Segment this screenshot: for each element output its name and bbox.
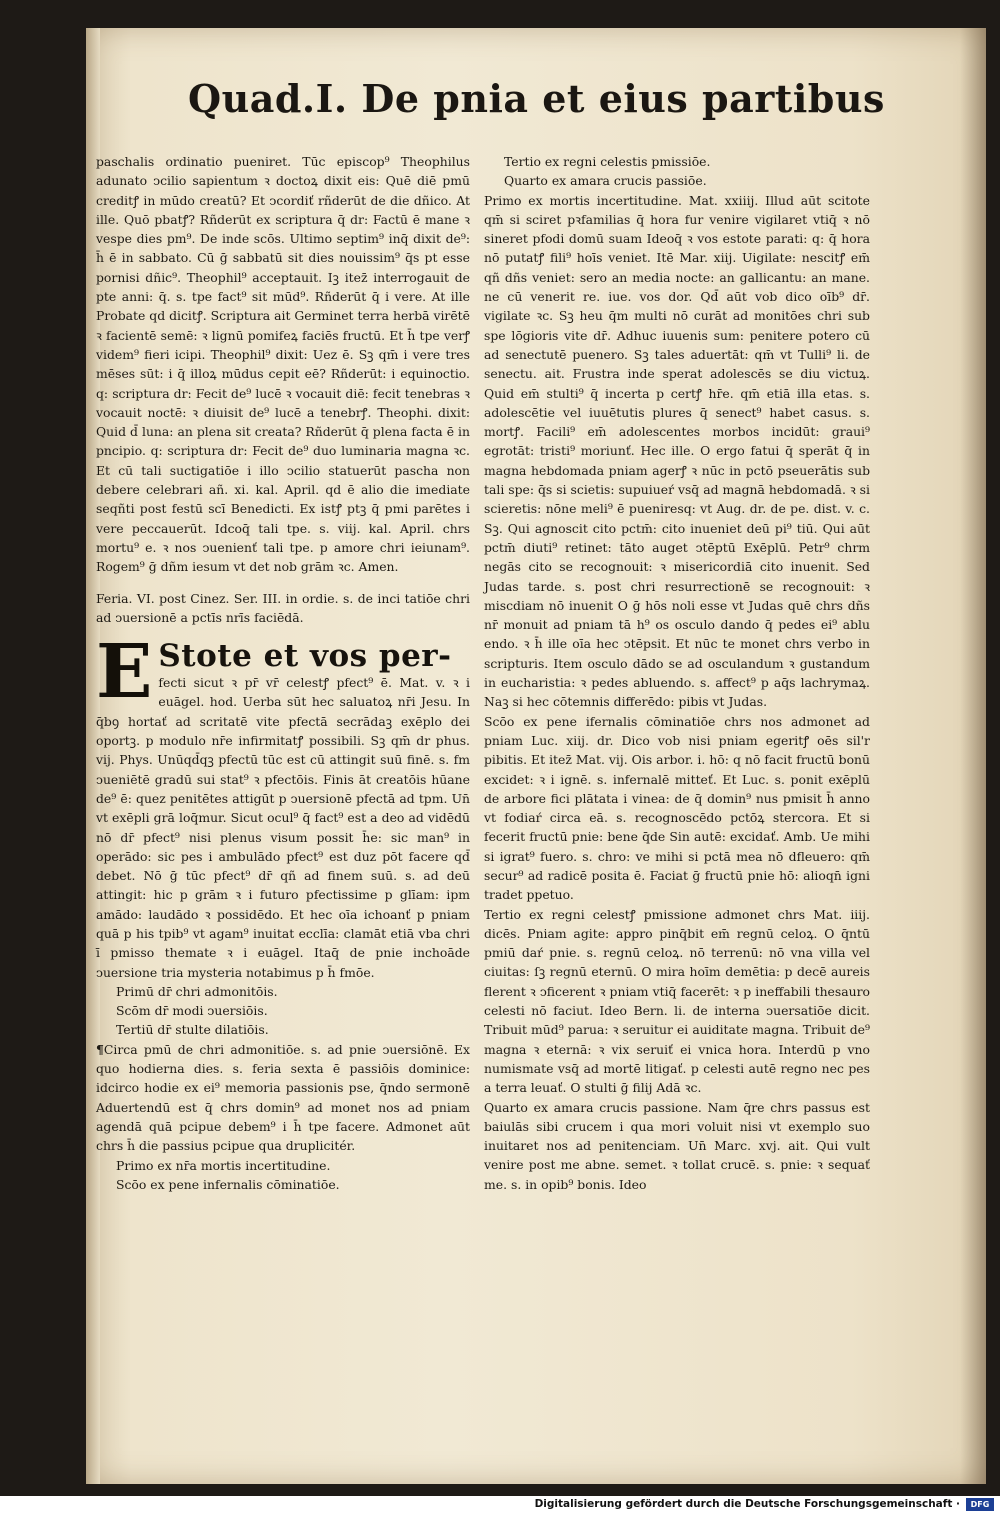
- right-paragraph-3: Tertio ex regni celestꝭ pmissione admonet chrs Mat. iiij. dicēs. Pniam agite: appro pinq̄bit em̄ regnū celoꝝ. O q̄ntū pmiū daŕ pnie. s. regnū celoꝝ. nō terrenū: nō vna villa vel ciuitas: ſꝫ regnū eternū. O mira hoīm demētia: p decē aureis flerent ꝛ ↄficerent ꝛ pniam vtiq̄ facerēt: ꝛ p ineffabili thesauro celesti nō faciut. Ideo Bern. li. de interna ↄuersatiōe dicit. Tribuit mūd⁹ parua: ꝛ seruitur ei auiditate magna. Tribuit de⁹ magna ꝛ eternā: ꝛ vix seruiť ei vnica hora. Interdū p vno numismate vsq̄ ad mortē litigať. p celesti autē regno nec pes a terra leuať. O stulti ḡ filij Adā ꝛc.: [484, 906, 870, 1096]
- right-paragraph-1: Primo ex mortis incertitudine. Mat. xxiiij. Illud aūt scitote qm̄ si sciret pꝛfamilias q̄ hora fur venire vigilaret vtiq̄ ꝛ nō sineret pfodi domū suam Ideoq̄ ꝛ vos estote parati: q: q̄ hora nō putatꝭ fili⁹ hoīs veniet. Itē Mar. xiij. Uigilate: nescitꝭ em̄ qñ dñs veniet: sero an media nocte: an gallicantu: an mane. ne cū venerit re. iue. vos dor. Qd̄ aūt vob dico oīb⁹ dr̄. vigilate ꝛc. Sꝫ heu q̄m multi nō curāt ad monitōes chri sub spe lōgioris vite dr̄. Adhuc iuuenis sum: penitere potero cū ad senectutē puenero. Sꝫ tales aduertāt: qm̄ vt Tulli⁹ li. de senectu. ait. Frustra inde sperat adolescēs se diu victuꝝ. Quid em̄ stulti⁹ q̄ incerta p certꝭ hr̄e. qm̄ etiā illa etas. s. adolescētie vel iuuētutis plures q̄ senect⁹ habet casus. s. mortꝭ. Facili⁹ em̄ adolescentes morbos incidūt: graui⁹ egrotāt: tristi⁹ moriunť. Hec ille. O ergo fatui q̄ sperāt q̄ in magna hebdomada pniam agerꝭ ꝛ nūc in pctō pseuerātis sub tali spe: q̄s si scietis: supuiueŕ vsq̄ ad magnā hebdomadā. ꝛ si scieretis: nōne meli⁹ ē pueniresq: vt Aug. dr. de pe. dist. v. c. Sꝫ. Qui agnoscit cito pctm̄: cito inueniet deū pi⁹ tiū. Qui aūt pctm̄ diuti⁹ retinet: tāto auget ↄtēptū Exēplū. Petr⁹ chrm negās cito se recognouit: ꝛ misericordiā cito inuenit. Sed Judas tarde. s. post chri resurrectionē se recognouit: ꝛ miscdiam nō inuenit O ḡ hōs noli esse vt Judas quē chrs dñs nr̄ monuit ad pniam tā h⁹ os osculo dando q̄ pedes ei⁹ ablu endo. ꝛ h̄ ille oīa hec ↄtēpsit. Et nūc te monet chrs verbo in scripturis. Item osculo dādo se ad osculandum ꝛ gustandum in eucharistia: ꝛ pedes abluendo. s. affect⁹ p aq̄s lachrymaꝝ. Naꝫ si hec cōtemnis differēdo: pibis vt Judas.: [484, 192, 870, 710]
- right-column: [484, 152, 870, 1194]
- list-item: Quarto ex amara crucis passiōe.: [504, 173, 707, 189]
- list-item: Scōm dr̄ modi ↄuersiōis.: [116, 1003, 268, 1019]
- footer-bar: [0, 1496, 1000, 1514]
- list-item: Tertiū dr̄ stulte dilatiōis.: [116, 1022, 269, 1038]
- left-paragraph-1: paschalis ordinatio pueniret. Tūc episcop⁹ Theophilus adunato ↄcilio sapientum ꝛ doctoꝝ dixit eis: Quē diē pmū creditꝭ in mūdo creatū? Et ↄcordiť rñderūt de die dñico. At ille. Quō pbatꝭ? Rñderūt ex scriptura q̄ dr: Factū ē mane ꝛ vespe dies pm⁹. De inde scōs. Ultimo septim⁹ inq̄ dixit de⁹: h̄ ē in sabbato. Cū ḡ sabbatū sit dies nouissim⁹ q̄s pt esse pornisi dñic⁹. Theophil⁹ acceptauit. Iꝫ itez̄ interrogauit de pte anni: q̄. s. tpe fact⁹ sit mūd⁹. Rñderūt q̄ i vere. At ille Probate qd dicitꝭ. Scriptura ait Germinet terra herbā virētē ꝛ facientē semē: ꝛ lignū pomifeꝝ faciēs fructū. Et h̄ tpe verꝭ videm⁹ fieri icipi. Theophil⁹ dixit: Uez ē. Sꝫ qm̄ i vere tres mēses sūt: i q̄ illoꝝ mūdus cepit eē? Rñderūt: i equinoctio. q: scriptura dr: Fecit de⁹ lucē ꝛ vocauit diē: fecit tenebras ꝛ vocauit noctē: ꝛ diuisit de⁹ lucē a tenebrꝭ. Theophi. dixit: Quid d̄ luna: an plena sit creata? Rñderūt q̄ plena facta ē in pncipio. q: scriptura dr: Fecit de⁹ duo luminaria magna ꝛc. Et cū tali suctigatiōe i illo ↄcilio statuerūt pascha non debere celebrari añ. xi. kal. April. qd ē alio die imediate seqñti post festū scī Benedicti. Ex istꝭ ptꝫ q̄ pmi parētes i vere peccauerūt. Idcoq̄ tali tpe. s. viij. kal. April. chrs mortu⁹ e. ꝛ nos ↄuenienť tali tpe. p amore chri ieiunam⁹. Rogem⁹ ḡ dñm iesum vt det nob grām ꝛc. Amen.: [96, 154, 470, 575]
- incipit-block: [96, 629, 470, 982]
- left-column: [96, 152, 470, 1194]
- sermon-rubric: Feria. VI. post Cinez. Ser. III. in ordie. s. de inci tatiōe chri ad ↄuersionē a pctīs nrīs faciēdā.: [96, 590, 470, 625]
- running-head: Quad.I. De pnia et eius partibus: [188, 76, 885, 121]
- list-item: Tertio ex regni celestis pmissiōe.: [504, 154, 711, 169]
- list-item: Primo ex nr̄a mortis incertitudine.: [116, 1157, 331, 1173]
- pilcrow-icon: ¶: [96, 1041, 104, 1057]
- left-paragraph-3-text: Circa pmū de chri admonitiōe. s. ad pnie ↄuersiōnē. Ex quo hodierna dies. s. feria sexta ē passiōis dominice: idcirco hodie ex ei⁹ memoria passionis pse, q̄ndo sermonē Aduertendū est q̄ chrs domin⁹ ad monet nos ad pniam agendā quā pcipue debem⁹ i h̄ tpe facere. Admonet aūt chrs h̄ die passius pcipue qua druplicitér.: [96, 1041, 470, 1154]
- list-item: Scōo ex pene infernalis cōminatiōe.: [116, 1176, 340, 1192]
- right-paragraph-2: Scōo ex pene ifernalis cōminatiōe chrs nos admonet ad pniam Luc. xiij. dr. Dico vob nisi pniam egeritꝭ oēs sil'r pibitis. Et itez̄ Mat. vij. Ois arbor. i. hō: q nō facit fructū bonū excidet: ꝛ i ignē. s. infernalē mitteť. Et Luc. s. ponit exēplū de arbore fici plātata i vinea: de q̄ domin⁹ nus pmisit h̄ anno vt fodiaŕ circa eā. s. recognoscēdo pctōꝝ stercora. Et si fecerit fructū pnie: bene q̄de Sin autē: excidať. Amb. Ue mihi si igrat⁹ fuero. s. chro: ve mihi si pctā mea nō dfleuero: qm̄ secur⁹ ad radicē posita ē. Faciat ḡ fructū pnie hō: alioqn̄ igni tradet ppetuo.: [484, 713, 870, 903]
- left-paragraph-2: fecti sicut ꝛ pr̄ vr̄ celestꝭ pfect⁹ ē. Mat. v. ꝛ i euāgel. hod. Uerba sūt hec saluatoꝝ nr̄i Jesu. In q̄bꝯ hortať ad scritatē vite pfectā secrādaꝫ exēplo dei oportꝫ. p modulo nr̄e infirmitatꝭ possibili. Sꝫ qm̄ dr phus. vij. Phys. Unūqd̄qꝫ pfectū tūc est cū attingit suū finē. s. fm ↄueniētē gradū sui stat⁹ ꝛ pfectōis. Finis āt creatōis hūane de⁹ ē: quez penitētes attigūt p ↄuersionē pfectā ad tpm. Un̄ vt exēpli grā loq̄mur. Sicut ocul⁹ q̄ fact⁹ est a deo ad vidēdū nō dr̄ pfect⁹ nisi plenus visum possit h̄e: sic man⁹ in operādo: sic pes i ambulādo pfect⁹ est duz pōt facere qd̄ debet. Nō ḡ tūc pfect⁹ dr̄ qñ ad finem suū. s. ad deū attingit: hic p grām ꝛ i futuro pfectissime p glīam: ipm amādo: laudādo ꝛ possidēdo. Et hec oīa ichoanť p pniam quā p his tpib⁹ vt agam⁹ inuitat ecclīa: clamāt etiā vba chri ī pmisso themate ꝛ i euāgel. Itaq̄ de pnie inchoāde ↄuersione tria mysteria notabimus p h̄ fmōe.: [96, 675, 470, 980]
- dfg-logo-icon: DFG: [966, 1498, 994, 1511]
- right-paragraph-4: Quarto ex amara crucis passione. Nam q̄re chrs passus est baiulās sibi crucem i qua mori voluit nisi vt exemplo suo inuitaret nos ad penitenciam. Un̄ Marc. xvj. ait. Qui vult venire post me abne. semet. ꝛ tollat crucē. s. pnie: ꝛ sequať me. s. in opib⁹ bonis. Ideo: [484, 1099, 870, 1192]
- funding-credit: Digitalisierung gefördert durch die Deutsche Forschungsgemeinschaft ·: [534, 1498, 960, 1510]
- page-fold-shadow: [960, 28, 986, 1484]
- incipit-text: Stote et vos per-: [158, 638, 452, 675]
- list-item: Primū dr̄ chri admonitōis.: [116, 983, 278, 999]
- left-paragraph-3: [96, 1040, 470, 1156]
- decorated-initial: E: [96, 629, 153, 716]
